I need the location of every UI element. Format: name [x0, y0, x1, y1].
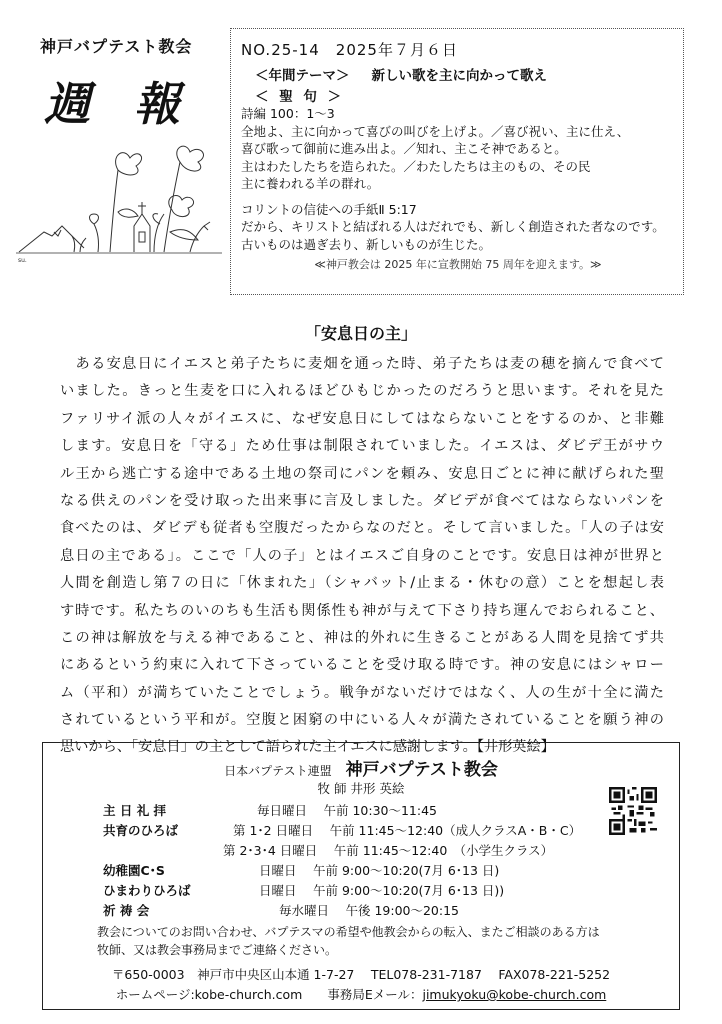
info-church-name: 神戸バプテスト教会 [345, 760, 498, 780]
verse-line: 詩編 100：1～3 [241, 106, 335, 121]
church-name: 神戸バプテスト教会 [40, 37, 193, 56]
sermon-body [60, 351, 664, 762]
contact-note: 教会についてのお問い合わせ、バプテスマの希望や他教会からの転入、またご相談のある方は [97, 925, 600, 939]
sermon-line: 息日の主である」。ここで「人の子」とはイエスご自身のことです。安息日は神が世界と [60, 547, 664, 564]
address-line: 〒650-0003 神戸市中央区山本通 1-7-27 TEL078-231-7187 FAX078-221-5252 [111, 967, 611, 982]
verse-line: 主はわたしたちを造られた。／わたしたちは主のもの、その民 [241, 158, 591, 174]
schedule-value: 毎日曜日 午前 10:30～11:45 [257, 803, 437, 818]
sermon-line: ム（平和）が満ちていたことでしょう。戦争がないだけではなく、人の生が十全に満た [60, 684, 664, 701]
scripture-psalm [241, 105, 675, 193]
verse-line: だから、キリストと結ばれる人はだれでも、新しく創造された者なのです。 [241, 219, 665, 234]
verse-line: 主に養われる羊の群れ。 [241, 176, 380, 191]
schedule-label: 祈 祷 会 [103, 903, 150, 918]
schedule-label: 幼稚園C･S [103, 863, 165, 878]
sermon-title: 「安息日の主」 [304, 324, 417, 343]
sermon-line: 思いから、「安息日」の主として語られた主イエスに感謝します。【井形英絵】 [60, 739, 555, 756]
svg-text:su.: su. [18, 257, 27, 264]
verse-line: 喜び歌って御前に進み出よ。／知れ、主こそ神であると。 [241, 141, 567, 156]
annual-theme [255, 64, 675, 84]
sermon-line: ファリサイ派の人々がイエスに、なぜ安息日にしてはならないことをするのか、と非難 [60, 410, 664, 427]
sermon-line: なる供えのパンを受け取った出来事に言及しました。ダビデが食べてはならないパンを [60, 492, 664, 509]
info-header [43, 755, 679, 780]
church-info-box [42, 742, 680, 1010]
flower-church-illustration [14, 140, 224, 268]
sermon-line: 食べたのは、ダビデも従者も空腹だったからなのだと。そして言いました。「人の子は安 [60, 520, 664, 537]
schedule-label: 主 日 礼 拝 [103, 803, 167, 818]
theme-label: ＜年間テーマ＞ [255, 68, 350, 84]
schedule-value: 日曜日 午前 9:00～10:20(7月 6･13 日) [259, 863, 500, 878]
schedule-value: 第 1･2 日曜日 午前 11:45～12:40（成人クラスA・B・C） [233, 823, 582, 838]
bulletin-title: 週 報 [44, 77, 195, 131]
pastor-name: 牧 師 井形 英絵 [317, 781, 405, 796]
sermon-line: ある安息日にイエスと弟子たちに麦畑を通った時、弟子たちは麦の穂を摘んで食べて [60, 356, 664, 372]
sermon-line: 人間を創造し第７の日に「休まれた」（シャバット/止まる・休むの意）ことを想起し表 [60, 575, 664, 592]
union-name: 日本バプテスト連盟 [224, 764, 332, 778]
contact-note: 牧師、又は教会事務局までご連絡ください。 [97, 943, 338, 957]
anniversary-note: ≪神戸教会は 2025 年に宣教開始 75 周年を迎えます。≫ [314, 258, 602, 271]
verse-line: 古いものは過ぎ去り、新しいものが生じた。 [241, 236, 492, 252]
verse-line: コリントの信徒への手紙Ⅱ 5:17 [241, 201, 417, 217]
verse-line: 全地よ、主に向かって喜びの叫びを上げよ。／喜び祝い、主に仕え、 [241, 123, 630, 139]
sermon-line: す時です。私たちのいのちも生活も関係性も神が与えて下さり持ち運んでおられること、 [60, 602, 664, 619]
schedule-label: 共育のひろば [103, 823, 179, 838]
web-email-line [43, 985, 679, 1003]
sermon-line: します。安息日を「守る」ため仕事は制限されていました。イエスは、ダビデ王がサウ [60, 438, 664, 455]
sermon-line: にあるという約束に入れて下さっていることを受け取る時です。神の安息にはシャロー [60, 657, 664, 674]
bulletin-info-box [230, 28, 684, 295]
scripture-label: ＜ 聖 句 ＞ [255, 89, 345, 105]
homepage-link[interactable]: ホームページ:kobe-church.com [115, 987, 303, 1002]
email-link[interactable]: jimukyoku@kobe-church.com [422, 987, 607, 1002]
theme-text: 新しい歌を主に向かって歌え [371, 68, 547, 84]
email-label: 事務局Eメール： [327, 987, 423, 1002]
schedule-label: ひまわりひろば [103, 883, 191, 898]
schedule-value: 日曜日 午前 9:00～10:20(7月 6･13 日)) [259, 883, 505, 898]
scripture-corinthians [241, 201, 675, 254]
sermon-line: いました。きっと生麦を口に入れるほどひもじかったのだろうと思います。それを見た [60, 383, 664, 400]
sermon-line: ル王から逃亡する途中である土地の祭司にパンを頼み、安息日ごとに神に献げられた聖 [60, 465, 664, 482]
schedule-value: 毎水曜日 午後 19:00～20:15 [279, 903, 459, 918]
schedule-value: 第 2･3･4 日曜日 午前 11:45～12:40 （小学生クラス） [223, 843, 554, 858]
qr-code-icon[interactable] [609, 787, 657, 835]
issue-number-date: NO.25-14 2025年７月６日 [241, 41, 458, 59]
sermon-line: この神は解放を与える神であること、神は的外れに生きることがある人間を見捨てず共 [60, 629, 664, 646]
sermon-line: されているという平和が。空腹と困窮の中にいる人々が満たされていることを願う神の [60, 712, 664, 729]
